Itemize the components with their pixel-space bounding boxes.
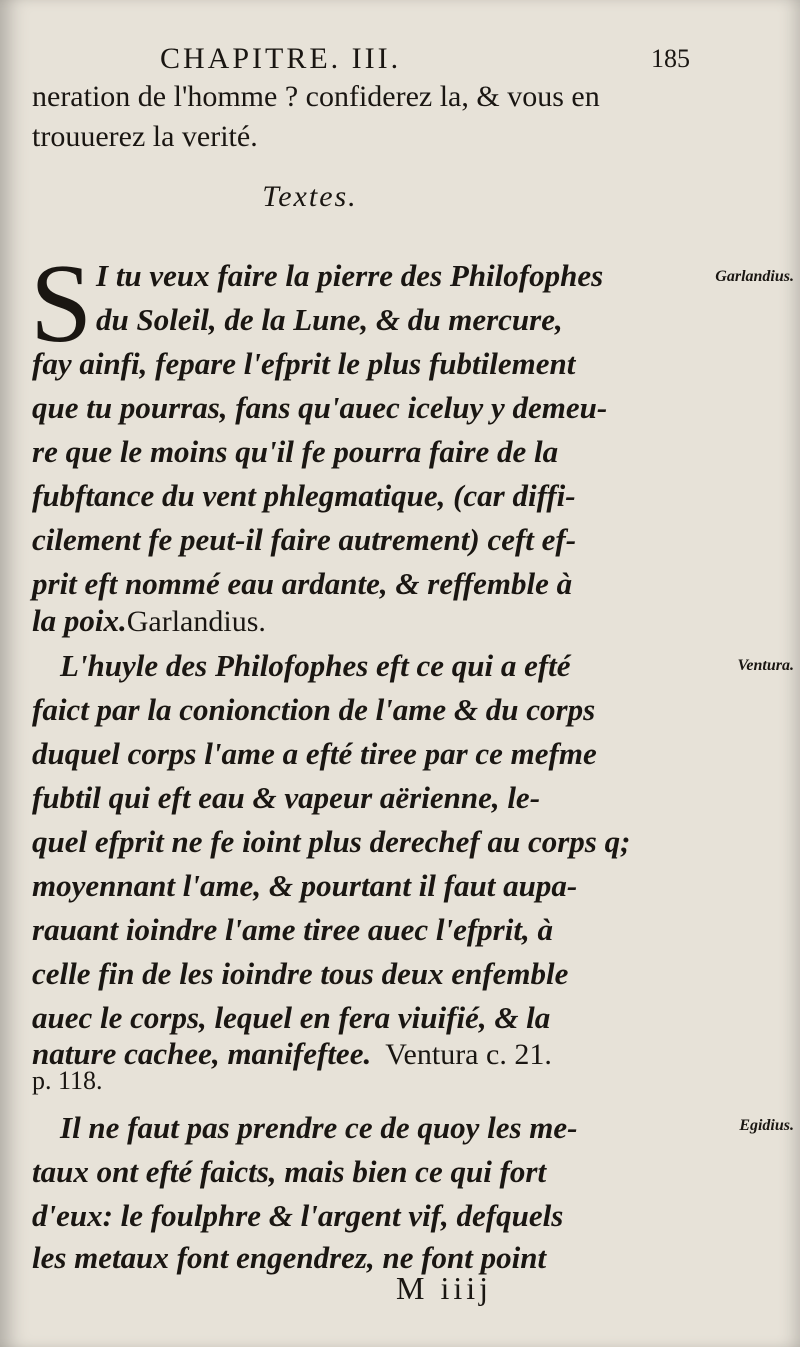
p1-line-1: I tu veux faire la pierre des Philofophes	[96, 258, 604, 293]
p2-line-2: faict par la conionction de l'ame & du corps	[32, 692, 596, 727]
p2-line-7: rauant ioindre l'ame tiree auec l'efprit, à	[32, 912, 553, 947]
page-number: 185	[651, 44, 690, 73]
p2-line-10-text: nature cachee, manifeftee.	[32, 1036, 372, 1071]
p1-line-6: fubftance du vent phlegmatique, (car diffi-	[32, 478, 576, 513]
p3-line-2: taux ont efté faicts, mais bien ce qui fort	[32, 1154, 547, 1189]
margin-note-garlandius: Garlandius.	[715, 268, 794, 285]
p3-line-3: d'eux: le foulphre & l'argent vif, defquels	[32, 1198, 564, 1233]
intro-line-2: trouuerez la verité.	[32, 120, 258, 153]
p2-line-1: L'huyle des Philofophes eft ce qui a efté	[60, 648, 571, 683]
margin-note-egidius: Egidius.	[739, 1117, 794, 1134]
p1-line-7: cilement fe peut-il faire autrement) ceft ef-	[32, 522, 577, 557]
p1-line-5: re que le moins qu'il fe pourra faire de la	[32, 434, 559, 469]
p2-line-3: duquel corps l'ame a efté tiree par ce mefme	[32, 736, 597, 771]
chapter-title: CHAPITRE. III.	[160, 42, 402, 75]
running-header	[160, 42, 690, 82]
signature-mark: M iiij	[396, 1270, 493, 1306]
section-heading: Textes.	[262, 180, 358, 213]
citation-ventura-page: p. 118.	[32, 1066, 103, 1095]
citation-ventura: Ventura c. 21.	[385, 1038, 552, 1071]
p1-line-2: du Soleil, de la Lune, & du mercure,	[96, 302, 563, 337]
p2-line-8: celle fin de les ioindre tous deux enfemble	[32, 956, 569, 991]
p3-line-4: les metaux font engendrez, ne font point	[32, 1240, 547, 1275]
drop-capital: S	[30, 242, 93, 366]
p2-line-5: quel efprit ne fe ioint plus derechef au corps q;	[32, 824, 631, 859]
margin-note-ventura: Ventura.	[737, 657, 794, 674]
p2-line-6: moyennant l'ame, & pourtant il faut aupa-	[32, 868, 578, 903]
p1-line-9	[32, 603, 266, 639]
p1-line-3: fay ainfi, fepare l'efprit le plus fubtilement	[32, 346, 576, 381]
citation-garlandius: Garlandius.	[126, 605, 266, 638]
p1-line-9-text: la poix.	[32, 603, 127, 638]
p2-line-4: fubtil qui eft eau & vapeur aërienne, le-	[32, 780, 541, 815]
p2-line-9: auec le corps, lequel en fera viuifié, & la	[32, 1000, 551, 1035]
p1-line-8: prit eft nommé eau ardante, & reffemble à	[32, 566, 573, 601]
p2-line-10	[32, 1036, 552, 1072]
p1-line-4: que tu pourras, fans qu'auec iceluy y demeu-	[32, 390, 608, 425]
p3-line-1: Il ne faut pas prendre ce de quoy les me-	[60, 1110, 578, 1145]
intro-line-1: neration de l'homme ? confiderez la, & vous en	[32, 80, 600, 113]
